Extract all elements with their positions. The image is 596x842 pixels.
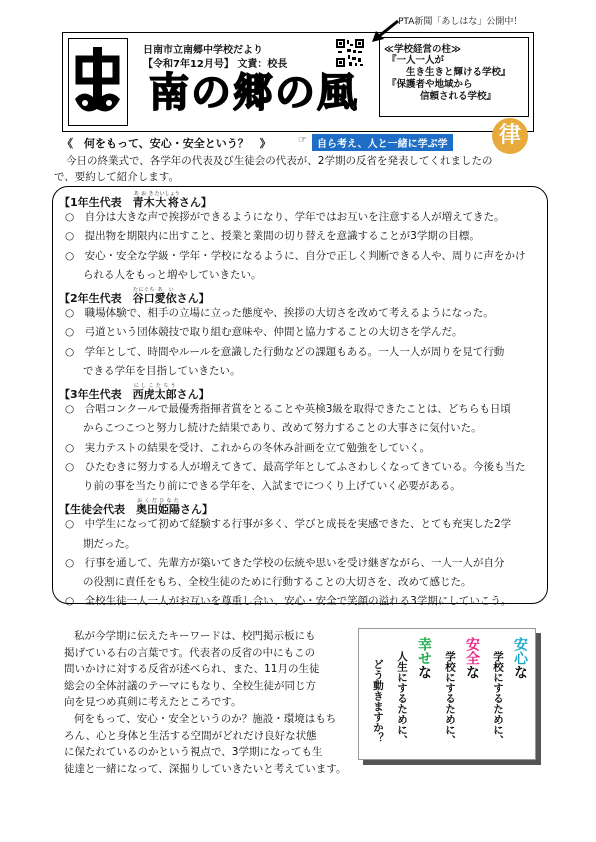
- keyword-col: 学校にするために、: [444, 651, 456, 746]
- keyword-col: 安全な: [464, 637, 480, 679]
- section-heading: 《 何をもって、安心・安全という？ 》: [62, 137, 271, 150]
- report-item-continued: られる人をもっと増やしていきたい。: [83, 268, 262, 281]
- intro-line: 今日の終業式で、各学年の代表及び生徒会の代表が、2学期の反省を発表してくれましたの: [66, 155, 493, 167]
- management-pillars: [379, 37, 529, 117]
- keyword-col: 学校にするために、: [492, 651, 504, 746]
- report-heading: 【2年生代表 谷口たにぐち愛依あいさん】: [59, 287, 210, 305]
- representative-name: 姫陽ひなた: [158, 498, 180, 517]
- report-item: ○ ひたむきに努力する人が増えてきて、最高学年としてふさわしくなってきている。今後も当た: [65, 460, 526, 473]
- report-item-continued: り前の事を当たり前にできる学年を、入試までにつくり上げていく必要がある。: [83, 480, 461, 492]
- report-item: ○ 全校生徒一人一人がお互いを尊重し合い、安心・安全で笑顔の溢れる3学期にしていこう。: [65, 595, 512, 608]
- representative-reports: [52, 186, 548, 608]
- pillar-line: 生き生きと輝ける学校』: [406, 67, 511, 78]
- closing-line: に保たれているのかという視点で、3学期になっても生: [64, 746, 323, 759]
- closing-line: 向を見つめ真剣に考えたところです。: [64, 696, 242, 709]
- representative-name: 大将たいしょう: [154, 191, 180, 209]
- qr-code-icon[interactable]: [335, 38, 365, 68]
- school-emblem: [68, 38, 128, 126]
- pillar-line: 『保護者や地域から: [387, 79, 473, 90]
- closing-line: 掲げている右の言葉です。代表者の反省の中にもこの: [64, 646, 316, 659]
- keyword-col: 安心な: [512, 637, 528, 679]
- report-item: ○ 実力テストの結果を受け、これからの冬休み計画を立て勉強をしていく。: [65, 441, 431, 454]
- motto-badge: 自ら考え、人と一緒に学ぶ学: [312, 134, 453, 151]
- representative-name: 太郎たろう: [154, 383, 177, 401]
- keyword-col: 幸せな: [416, 637, 432, 679]
- issue-line: 【令和7年12月号】 文責：校長: [143, 59, 288, 70]
- report-item: ○ 提出物を期限内に出すこと、授業と業間の切り替えを意識することが3学期の目標。: [65, 230, 480, 243]
- closing-line: ろん、心と身体と生活する空間がどれだけ良好な状態: [64, 729, 317, 742]
- keyword-anshin: 安心: [512, 637, 528, 665]
- keyword-col: どう動きますか？: [372, 659, 384, 743]
- representative-name: 西虎にしこ: [132, 383, 155, 401]
- school-name: 日南市立南郷中学校だより: [143, 45, 263, 56]
- ritsu-badge: 律: [492, 118, 528, 154]
- report-item-continued: からこつこつと努力し続けた結果であり、改めて努力することの大事さに気付いた。: [83, 422, 482, 435]
- report-item: ○ 学年として、時間やルールを意識した行動などの課題もある。一人一人が周りを見て行動: [65, 345, 505, 358]
- intro-line: で、要約して紹介します。: [54, 171, 179, 183]
- pillar-line: 『一人一人が: [387, 55, 445, 66]
- closing-line: 徒達と一緒になって、深掘りしていきたいと考えています。: [64, 762, 347, 775]
- report-heading: 【1年生代表 青木あおき大将たいしょうさん】: [59, 191, 212, 209]
- keyword-col: 人生にするために、: [396, 651, 408, 746]
- pillars-heading: ≪学校経営の柱≫: [384, 44, 461, 55]
- report-heading: 【3年生代表 西虎にしこ太郎たろうさん】: [59, 383, 210, 401]
- report-item: ○ 合唱コンクールで最優秀指揮者賞をとることや英検3級を取得できたことは、どちらも日頃: [65, 403, 511, 416]
- report-item: ○ 行事を通して、先輩方が築いてきた学校の伝統や思いを受け継ぎながら、一人一人が自分: [65, 556, 505, 569]
- representative-name: 愛依あい: [154, 287, 177, 305]
- representative-name: 奥田おくだ: [136, 498, 158, 517]
- report-heading: 【生徒会代表 奥田おくだ姫陽ひなたさん】: [59, 498, 213, 517]
- representative-name: 谷口たにぐち: [132, 287, 155, 305]
- closing-line: 私が今学期に伝えたキーワードは、校門掲示板にも: [74, 630, 316, 642]
- keyword-anzen: 安全: [464, 637, 480, 665]
- keyword-shiawase: 幸せ: [416, 637, 432, 665]
- report-item: ○ 安心・安全な学級・学年・学校になるように、自分で正しく判断できる人や、周りに声をかけ: [65, 249, 526, 262]
- pillar-line: 信頼される学校』: [420, 91, 497, 102]
- report-item: ○ 職場体験で、相手の立場に立った態度や、挨拶の大切さを改めて考えるようになった。: [65, 307, 494, 320]
- pointing-finger-icon: ☞: [298, 135, 307, 146]
- keyword-poster: [358, 628, 536, 760]
- closing-line: 問いかけに対する反省が述べられ、また、11月の生徒: [64, 663, 320, 676]
- closing-line: 何をもって、安心・安全というのか？施設・環境はもち: [74, 713, 337, 725]
- closing-line: 総会の全体討議のテーマにもなり、全校生徒が同じ方: [64, 679, 316, 692]
- masthead: [62, 32, 534, 132]
- report-item: ○ 中学生になって初めて経験する行事が多く、学びと成長を実感できた、とても充実した2学: [65, 518, 512, 531]
- report-item: ○ 自分は大きな声で挨拶ができるようになり、学年ではお互いを注意する人が増えてきた。: [65, 211, 505, 224]
- report-item-continued: の役割に責任をもち、全校生徒のために行動することの大切さを、改めて感じた。: [83, 576, 472, 588]
- report-item-continued: 期だった。: [83, 537, 136, 550]
- report-item: ○ 弓道という団体競技で取り組む意味や、仲間と協力することの大切さを学んだ。: [65, 326, 463, 339]
- newsletter-title: 南の郷の風: [149, 70, 359, 116]
- representative-name: 青木あおき: [132, 191, 155, 209]
- report-item-continued: できる学年を目指していきたい。: [83, 364, 241, 377]
- pta-newspaper-note: PTA新聞「あしはな」公開中！: [398, 17, 523, 27]
